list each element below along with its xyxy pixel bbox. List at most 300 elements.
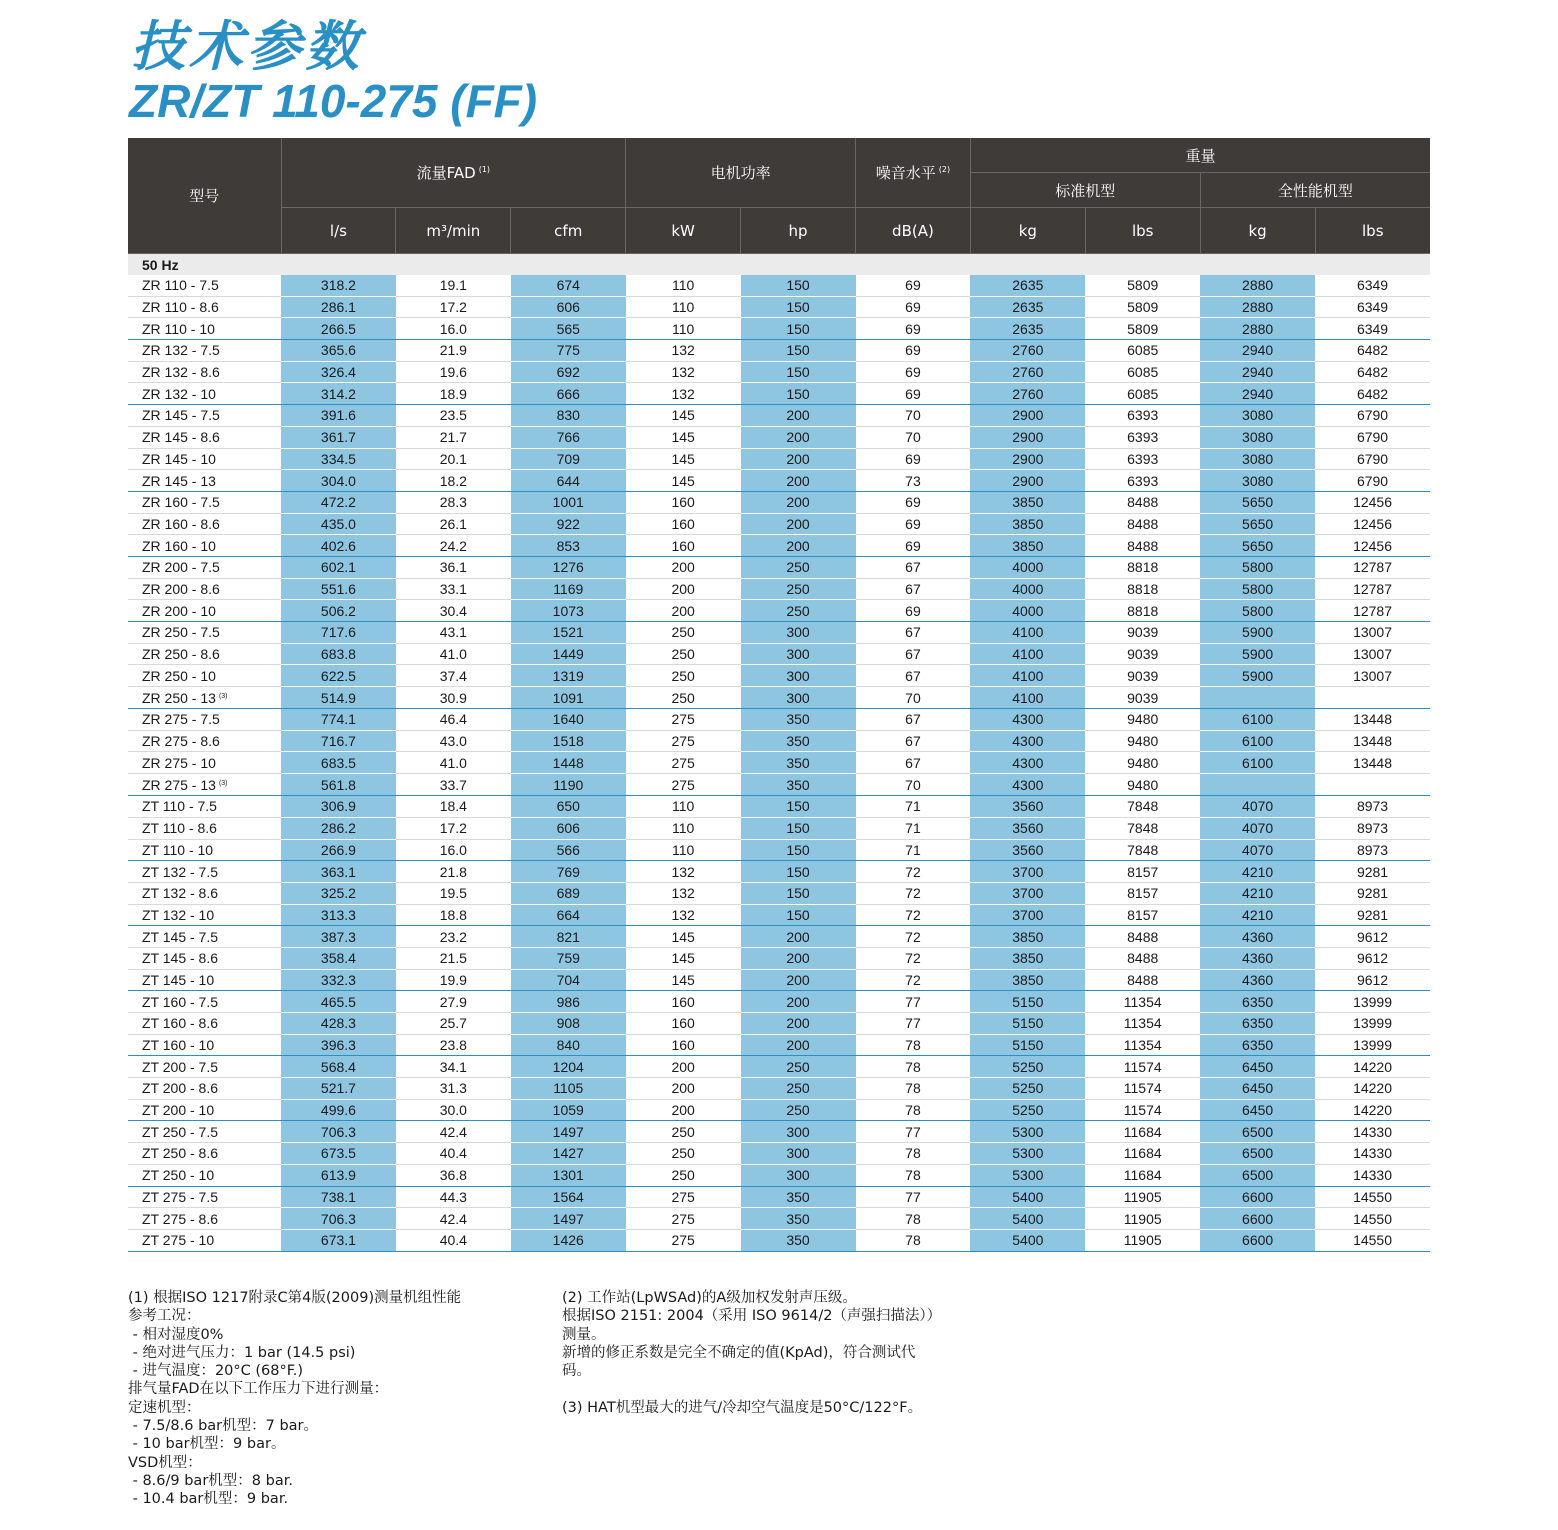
value-cell: 6450 (1200, 1056, 1315, 1078)
value-cell: 1276 (511, 556, 626, 578)
footnote-line: - 进气温度：20°C (68°F.) (128, 1363, 304, 1380)
value-cell: 23.5 (396, 405, 511, 427)
value-cell: 69 (856, 275, 971, 296)
value-cell: 18.4 (396, 796, 511, 818)
value-cell: 13448 (1315, 730, 1430, 752)
model-cell: ZT 200 - 7.5 (128, 1056, 281, 1078)
value-cell: 6482 (1315, 383, 1430, 405)
value-cell: 4360 (1200, 947, 1315, 969)
value-cell: 200 (741, 448, 856, 470)
value-cell: 4000 (970, 556, 1085, 578)
value-cell: 9612 (1315, 926, 1430, 948)
value-cell: 12456 (1315, 491, 1430, 513)
model-cell: ZR 145 - 10 (128, 448, 281, 470)
value-cell: 5800 (1200, 600, 1315, 622)
table-row (128, 361, 1430, 383)
value-cell: 150 (741, 904, 856, 926)
value-cell (1315, 774, 1430, 796)
table-row (128, 556, 1430, 578)
value-cell: 3080 (1200, 405, 1315, 427)
value-cell: 689 (511, 882, 626, 904)
value-cell: 314.2 (281, 383, 396, 405)
table-row (128, 448, 1430, 470)
value-cell: 2760 (970, 383, 1085, 405)
table-row (128, 578, 1430, 600)
value-cell: 5900 (1200, 665, 1315, 687)
model-cell: ZT 132 - 10 (128, 904, 281, 926)
value-cell: 23.2 (396, 926, 511, 948)
table-row (128, 774, 1430, 796)
value-cell: 275 (626, 709, 741, 731)
table-row (128, 926, 1430, 948)
value-cell: 1073 (511, 600, 626, 622)
value-cell: 6790 (1315, 426, 1430, 448)
value-cell: 622.5 (281, 665, 396, 687)
value-cell: 200 (741, 491, 856, 513)
value-cell: 69 (856, 340, 971, 362)
value-cell: 78 (856, 1099, 971, 1121)
value-cell: 565 (511, 318, 626, 340)
value-cell: 304.0 (281, 470, 396, 492)
value-cell: 67 (856, 578, 971, 600)
value-cell: 3850 (970, 947, 1085, 969)
value-cell: 9281 (1315, 882, 1430, 904)
value-cell: 3560 (970, 817, 1085, 839)
value-cell: 3850 (970, 926, 1085, 948)
table-row (128, 1121, 1430, 1143)
value-cell: 9480 (1085, 730, 1200, 752)
value-cell: 5150 (970, 1034, 1085, 1056)
value-cell: 12787 (1315, 600, 1430, 622)
table-row (128, 1229, 1430, 1251)
value-cell: 3560 (970, 839, 1085, 861)
value-cell: 402.6 (281, 535, 396, 557)
value-cell: 69 (856, 361, 971, 383)
value-cell: 6393 (1085, 470, 1200, 492)
value-cell: 716.7 (281, 730, 396, 752)
value-cell: 71 (856, 817, 971, 839)
model-cell: ZR 275 - 10 (128, 752, 281, 774)
table-row (128, 969, 1430, 991)
value-cell: 709 (511, 448, 626, 470)
value-cell: 2900 (970, 426, 1085, 448)
value-cell: 67 (856, 752, 971, 774)
value-cell: 13448 (1315, 752, 1430, 774)
value-cell: 150 (741, 796, 856, 818)
value-cell: 514.9 (281, 687, 396, 709)
value-cell: 13999 (1315, 1034, 1430, 1056)
value-cell: 6790 (1315, 470, 1430, 492)
value-cell: 318.2 (281, 275, 396, 296)
value-cell: 275 (626, 752, 741, 774)
value-cell: 11684 (1085, 1164, 1200, 1186)
value-cell: 25.7 (396, 1013, 511, 1035)
page-title: 技术参数 (131, 15, 363, 78)
page-subtitle: ZR/ZT 110-275 (FF) (129, 75, 538, 127)
value-cell: 19.1 (396, 275, 511, 296)
table-row (128, 535, 1430, 557)
footnote-line: 参考工况： (128, 1308, 201, 1325)
value-cell: 300 (741, 622, 856, 644)
value-cell: 6450 (1200, 1078, 1315, 1100)
model-cell: ZT 250 - 7.5 (128, 1121, 281, 1143)
value-cell: 1427 (511, 1143, 626, 1165)
value-cell: 9480 (1085, 709, 1200, 731)
value-cell: 78 (856, 1034, 971, 1056)
value-cell: 14220 (1315, 1078, 1430, 1100)
value-cell: 1449 (511, 643, 626, 665)
value-cell: 200 (741, 470, 856, 492)
value-cell: 6100 (1200, 730, 1315, 752)
value-cell: 5900 (1200, 622, 1315, 644)
value-cell: 72 (856, 969, 971, 991)
footnotes-left (128, 1289, 461, 1509)
value-cell: 6500 (1200, 1143, 1315, 1165)
value-cell: 391.6 (281, 405, 396, 427)
value-cell: 12787 (1315, 578, 1430, 600)
value-cell: 1521 (511, 622, 626, 644)
value-cell: 306.9 (281, 796, 396, 818)
value-cell: 2760 (970, 340, 1085, 362)
value-cell: 110 (626, 318, 741, 340)
value-cell: 6350 (1200, 1034, 1315, 1056)
table-row (128, 513, 1430, 535)
table-row (128, 904, 1430, 926)
model-cell: ZR 250 - 13 $^{(3)}$ (128, 687, 281, 709)
value-cell (1315, 687, 1430, 709)
value-cell: 11905 (1085, 1208, 1200, 1230)
value-cell: 8488 (1085, 491, 1200, 513)
value-cell: 78 (856, 1164, 971, 1186)
value-cell: 4210 (1200, 861, 1315, 883)
value-cell: 67 (856, 665, 971, 687)
value-cell: 4360 (1200, 969, 1315, 991)
value-cell: 1301 (511, 1164, 626, 1186)
table-row (128, 947, 1430, 969)
value-cell: 3700 (970, 882, 1085, 904)
value-cell: 67 (856, 622, 971, 644)
value-cell: 2635 (970, 275, 1085, 296)
value-cell: 150 (741, 296, 856, 318)
unit-header: kg (970, 208, 1085, 254)
value-cell: 568.4 (281, 1056, 396, 1078)
table-row (128, 643, 1430, 665)
value-cell: 13999 (1315, 1013, 1430, 1035)
value-cell: 6349 (1315, 318, 1430, 340)
value-cell: 350 (741, 709, 856, 731)
value-cell: 110 (626, 817, 741, 839)
value-cell: 266.5 (281, 318, 396, 340)
value-cell: 300 (741, 665, 856, 687)
value-cell: 24.2 (396, 535, 511, 557)
value-cell: 33.7 (396, 774, 511, 796)
value-cell: 44.3 (396, 1186, 511, 1208)
value-cell: 6500 (1200, 1121, 1315, 1143)
value-cell: 70 (856, 774, 971, 796)
value-cell: 145 (626, 926, 741, 948)
value-cell: 6600 (1200, 1208, 1315, 1230)
value-cell: 4100 (970, 643, 1085, 665)
table-row (128, 470, 1430, 492)
value-cell: 250 (741, 1056, 856, 1078)
value-cell: 20.1 (396, 448, 511, 470)
value-cell: 18.2 (396, 470, 511, 492)
value-cell: 6350 (1200, 991, 1315, 1013)
value-cell: 3700 (970, 904, 1085, 926)
model-cell: ZT 145 - 8.6 (128, 947, 281, 969)
value-cell: 2900 (970, 470, 1085, 492)
value-cell: 8973 (1315, 796, 1430, 818)
value-cell: 70 (856, 426, 971, 448)
model-cell: ZR 200 - 8.6 (128, 578, 281, 600)
value-cell: 77 (856, 991, 971, 1013)
value-cell: 12787 (1315, 556, 1430, 578)
value-cell: 200 (626, 1099, 741, 1121)
value-cell: 250 (626, 1143, 741, 1165)
value-cell: 3700 (970, 861, 1085, 883)
value-cell: 14550 (1315, 1208, 1430, 1230)
value-cell: 200 (741, 991, 856, 1013)
model-cell: ZR 110 - 7.5 (128, 275, 281, 296)
table-row (128, 817, 1430, 839)
footnote-line: - 8.6/9 bar机型：8 bar. (128, 1472, 293, 1489)
value-cell: 69 (856, 448, 971, 470)
value-cell: 2940 (1200, 361, 1315, 383)
footnote-line: 根据ISO 2151: 2004（采用 ISO 9614/2（声强扫描法）） (562, 1308, 942, 1325)
value-cell: 566 (511, 839, 626, 861)
value-cell: 853 (511, 535, 626, 557)
footnote-line: - 10.4 bar机型：9 bar. (128, 1491, 289, 1508)
value-cell: 110 (626, 839, 741, 861)
table-row (128, 275, 1430, 296)
value-cell: 5250 (970, 1078, 1085, 1100)
value-cell: 4210 (1200, 904, 1315, 926)
value-cell: 350 (741, 1229, 856, 1251)
value-cell: 78 (856, 1143, 971, 1165)
value-cell: 200 (741, 405, 856, 427)
value-cell: 69 (856, 296, 971, 318)
table-row (128, 622, 1430, 644)
unit-header: hp (741, 208, 856, 254)
value-cell: 14220 (1315, 1099, 1430, 1121)
value-cell: 4070 (1200, 839, 1315, 861)
value-cell: 613.9 (281, 1164, 396, 1186)
value-cell: 6500 (1200, 1164, 1315, 1186)
value-cell: 7848 (1085, 839, 1200, 861)
value-cell: 6350 (1200, 1013, 1315, 1035)
value-cell: 145 (626, 470, 741, 492)
value-cell: 9480 (1085, 752, 1200, 774)
value-cell: 250 (626, 1164, 741, 1186)
value-cell: 78 (856, 1056, 971, 1078)
model-cell: ZR 200 - 10 (128, 600, 281, 622)
unit-header: cfm (511, 208, 626, 254)
value-cell: 3080 (1200, 426, 1315, 448)
value-cell: 78 (856, 1208, 971, 1230)
header-motor: 电机功率 (626, 138, 856, 208)
value-cell: 77 (856, 1186, 971, 1208)
table-row (128, 340, 1430, 362)
value-cell: 27.9 (396, 991, 511, 1013)
value-cell: 150 (741, 817, 856, 839)
value-cell: 2635 (970, 318, 1085, 340)
value-cell: 683.8 (281, 643, 396, 665)
value-cell: 1001 (511, 491, 626, 513)
table-row (128, 491, 1430, 513)
value-cell: 5650 (1200, 513, 1315, 535)
value-cell: 358.4 (281, 947, 396, 969)
header-flow: 流量FAD $^{(1)}$ (281, 138, 626, 208)
value-cell: 2635 (970, 296, 1085, 318)
section-label: 50 Hz (128, 254, 1430, 276)
value-cell: 2940 (1200, 383, 1315, 405)
value-cell: 250 (741, 600, 856, 622)
table-row (128, 318, 1430, 340)
footnote-line: 码。 (562, 1363, 591, 1380)
value-cell: 150 (741, 839, 856, 861)
footnote-line: 测量。 (562, 1326, 606, 1343)
value-cell: 145 (626, 426, 741, 448)
value-cell: 11905 (1085, 1229, 1200, 1251)
value-cell: 5150 (970, 991, 1085, 1013)
value-cell: 46.4 (396, 709, 511, 731)
value-cell: 23.8 (396, 1034, 511, 1056)
table-row (128, 882, 1430, 904)
value-cell: 13007 (1315, 665, 1430, 687)
value-cell: 8818 (1085, 556, 1200, 578)
value-cell: 19.5 (396, 882, 511, 904)
value-cell: 34.1 (396, 1056, 511, 1078)
value-cell: 3560 (970, 796, 1085, 818)
value-cell: 11574 (1085, 1056, 1200, 1078)
value-cell: 40.4 (396, 1143, 511, 1165)
value-cell: 14330 (1315, 1143, 1430, 1165)
value-cell: 922 (511, 513, 626, 535)
table-row (128, 730, 1430, 752)
value-cell: 6482 (1315, 340, 1430, 362)
value-cell: 6085 (1085, 361, 1200, 383)
model-cell: ZR 145 - 8.6 (128, 426, 281, 448)
value-cell: 1448 (511, 752, 626, 774)
value-cell: 3850 (970, 535, 1085, 557)
value-cell: 9612 (1315, 947, 1430, 969)
value-cell: 6349 (1315, 275, 1430, 296)
unit-header: kW (626, 208, 741, 254)
value-cell: 606 (511, 817, 626, 839)
model-cell: ZR 132 - 10 (128, 383, 281, 405)
value-cell: 21.7 (396, 426, 511, 448)
value-cell: 72 (856, 882, 971, 904)
table-row (128, 383, 1430, 405)
unit-header: l/s (281, 208, 396, 254)
value-cell: 200 (626, 556, 741, 578)
value-cell: 8973 (1315, 817, 1430, 839)
footnote-line: 排气量FAD在以下工作压力下进行测量： (128, 1381, 389, 1398)
value-cell: 19.9 (396, 969, 511, 991)
value-cell: 1497 (511, 1208, 626, 1230)
value-cell: 428.3 (281, 1013, 396, 1035)
value-cell: 110 (626, 796, 741, 818)
value-cell: 69 (856, 513, 971, 535)
value-cell: 1426 (511, 1229, 626, 1251)
value-cell: 160 (626, 513, 741, 535)
value-cell: 21.5 (396, 947, 511, 969)
value-cell: 12456 (1315, 535, 1430, 557)
value-cell: 673.1 (281, 1229, 396, 1251)
value-cell: 67 (856, 709, 971, 731)
value-cell: 5800 (1200, 578, 1315, 600)
value-cell: 664 (511, 904, 626, 926)
value-cell: 275 (626, 1186, 741, 1208)
value-cell: 250 (741, 556, 856, 578)
value-cell: 200 (741, 513, 856, 535)
unit-header: lbs (1315, 208, 1430, 254)
value-cell: 132 (626, 904, 741, 926)
value-cell: 313.3 (281, 904, 396, 926)
value-cell: 14550 (1315, 1186, 1430, 1208)
model-cell: ZT 250 - 8.6 (128, 1143, 281, 1165)
table-body (128, 275, 1430, 1251)
value-cell: 350 (741, 730, 856, 752)
value-cell: 145 (626, 448, 741, 470)
value-cell: 8488 (1085, 947, 1200, 969)
value-cell: 6085 (1085, 383, 1200, 405)
value-cell: 250 (626, 687, 741, 709)
value-cell: 160 (626, 1013, 741, 1035)
footnote-line: - 7.5/8.6 bar机型：7 bar。 (128, 1418, 319, 1435)
value-cell: 674 (511, 275, 626, 296)
value-cell: 73 (856, 470, 971, 492)
value-cell: 16.0 (396, 318, 511, 340)
value-cell: 286.2 (281, 817, 396, 839)
model-cell: ZT 110 - 7.5 (128, 796, 281, 818)
value-cell: 42.4 (396, 1121, 511, 1143)
value-cell: 132 (626, 861, 741, 883)
value-cell: 9612 (1315, 969, 1430, 991)
value-cell: 1518 (511, 730, 626, 752)
value-cell: 40.4 (396, 1229, 511, 1251)
value-cell: 160 (626, 1034, 741, 1056)
value-cell: 30.9 (396, 687, 511, 709)
value-cell: 769 (511, 861, 626, 883)
value-cell: 5250 (970, 1099, 1085, 1121)
value-cell: 2900 (970, 405, 1085, 427)
value-cell: 8488 (1085, 513, 1200, 535)
table-row (128, 1208, 1430, 1230)
value-cell: 1091 (511, 687, 626, 709)
model-cell: ZR 160 - 7.5 (128, 491, 281, 513)
model-cell: ZR 145 - 13 (128, 470, 281, 492)
table-row (128, 752, 1430, 774)
value-cell: 200 (626, 600, 741, 622)
header-full-feature: 全性能机型 (1200, 173, 1430, 208)
value-cell: 506.2 (281, 600, 396, 622)
value-cell: 465.5 (281, 991, 396, 1013)
spec-table (128, 138, 1430, 1252)
value-cell: 16.0 (396, 839, 511, 861)
value-cell: 9039 (1085, 665, 1200, 687)
unit-header: lbs (1085, 208, 1200, 254)
value-cell: 666 (511, 383, 626, 405)
value-cell: 5300 (970, 1164, 1085, 1186)
value-cell: 42.4 (396, 1208, 511, 1230)
value-cell: 12456 (1315, 513, 1430, 535)
value-cell: 4100 (970, 665, 1085, 687)
model-cell: ZT 110 - 8.6 (128, 817, 281, 839)
value-cell: 4300 (970, 774, 1085, 796)
value-cell: 67 (856, 730, 971, 752)
value-cell: 766 (511, 426, 626, 448)
